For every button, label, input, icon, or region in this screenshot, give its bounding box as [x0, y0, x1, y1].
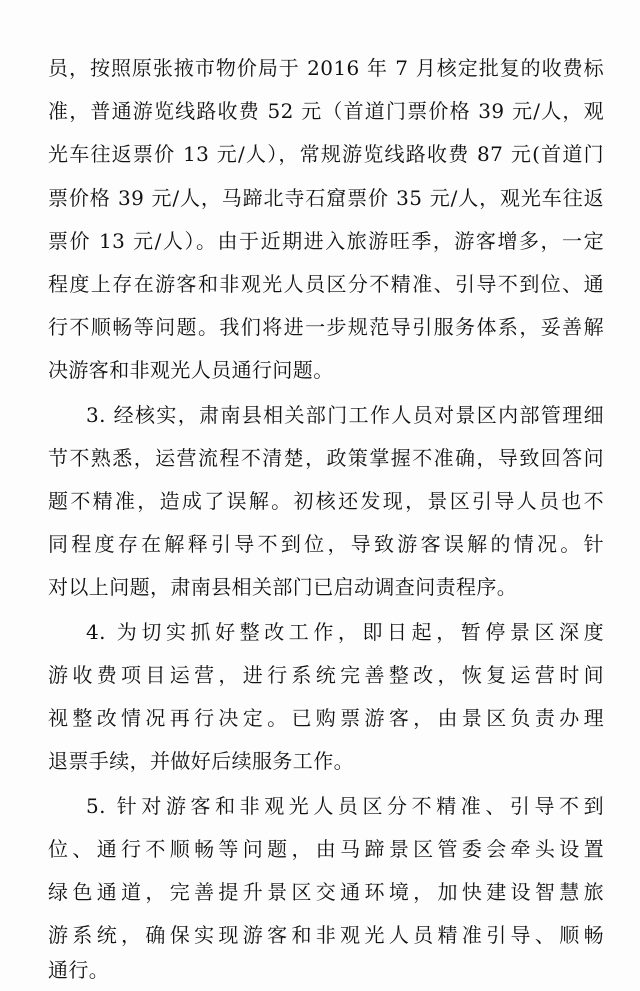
- text-line: 行不顺畅等问题。我们将进一步规范导引服务体系，妥善解: [48, 315, 604, 339]
- text-line: 游收费项目运营，进行系统完善整改，恢复运营时间: [48, 663, 604, 687]
- text-line: 准，普通游览线路收费 52 元（首道门票价格 39 元/人，观: [48, 99, 604, 123]
- text-line: 题不精准，造成了误解。初核还发现，景区引导人员也不: [48, 489, 604, 513]
- text-line: 位、通行不顺畅等问题，由马蹄景区管委会牵头设置: [48, 837, 604, 861]
- text-line: 决游客和非观光人员通行问题。: [48, 358, 334, 382]
- text-line: 程度上存在游客和非观光人员区分不精准、引导不到位、通: [48, 272, 604, 296]
- paragraph-3-first-line: 3. 经核实，肃南县相关部门工作人员对景区内部管理细: [86, 403, 604, 427]
- text-line: 节不熟悉，运营流程不清楚，政策掌握不准确，导致回答问: [48, 446, 604, 470]
- text-line: 员，按照原张掖市物价局于 2016 年 7 月核定批复的收费标: [48, 56, 604, 80]
- text-line: 视整改情况再行决定。已购票游客，由景区负责办理: [48, 706, 604, 730]
- text-line: 票价 13 元/人）。由于近期进入旅游旺季，游客增多，一定: [48, 229, 604, 253]
- text-line: 游系统，确保实现游客和非观光人员精准引导、顺畅: [48, 923, 604, 947]
- paragraph-4-first-line: 4. 为切实抓好整改工作，即日起，暂停景区深度: [86, 620, 604, 644]
- text-line: 绿色通道，完善提升景区交通环境，加快建设智慧旅: [48, 880, 604, 904]
- text-line: 对以上问题，肃南县相关部门已启动调查问责程序。: [48, 575, 518, 599]
- text-line: 光车往返票价 13 元/人），常规游览线路收费 87 元(首道门: [48, 142, 604, 166]
- text-line: 退票手续，并做好后续服务工作。: [48, 749, 354, 773]
- text-line: 同程度存在解释引导不到位，导致游客误解的情况。针: [48, 532, 604, 556]
- text-line: 通行。: [48, 958, 110, 982]
- paragraph-5-first-line: 5. 针对游客和非观光人员区分不精准、引导不到: [86, 794, 604, 818]
- text-line: 票价格 39 元/人，马蹄北寺石窟票价 35 元/人，观光车往返: [48, 186, 604, 210]
